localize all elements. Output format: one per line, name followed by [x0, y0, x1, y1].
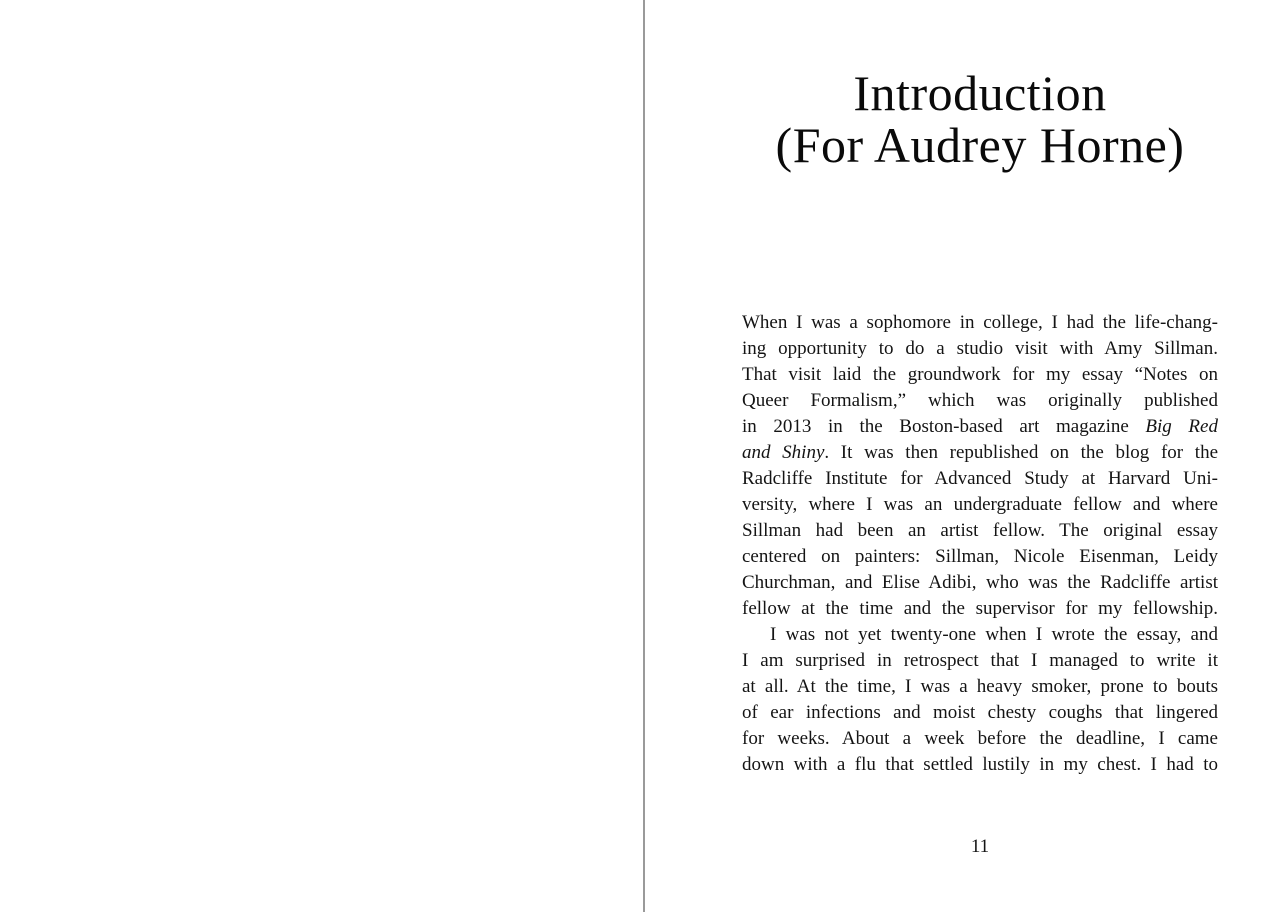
body-text-segment: Queer Formalism,” which was originally published: [742, 390, 1218, 411]
body-line: [742, 752, 1218, 778]
body-text-segment: centered on painters: Sillman, Nicole Eisenman, Leidy: [742, 546, 1218, 567]
body-text: [742, 310, 1218, 778]
body-line: [742, 622, 1218, 648]
body-text-segment: down with a flu that settled lustily in my chest. I had to: [742, 754, 1218, 775]
body-text-segment: Sillman had been an artist fellow. The original essay: [742, 520, 1218, 541]
body-line: [742, 674, 1218, 700]
body-text-segment: That visit laid the groundwork for my essay “Notes on: [742, 364, 1218, 385]
right-page: [645, 0, 1288, 912]
right-page-content: [742, 0, 1218, 912]
body-line: [742, 310, 1218, 336]
body-line: [742, 544, 1218, 570]
body-line: [742, 414, 1218, 440]
body-line: [742, 648, 1218, 674]
body-text-segment: of ear infections and moist chesty coughs that lingered: [742, 702, 1218, 723]
body-text-segment: in 2013 in the Boston-based art magazine: [742, 416, 1146, 437]
body-text-segment: . It was then republished on the blog for the: [824, 442, 1218, 463]
body-text-segment: for weeks. About a week before the deadline, I came: [742, 728, 1218, 749]
body-text-segment: When I was a sophomore in college, I had the life-chang-: [742, 312, 1218, 333]
body-line: [742, 596, 1218, 622]
chapter-title: [742, 67, 1218, 171]
body-line: [742, 440, 1218, 466]
chapter-title-line1: Introduction: [853, 65, 1107, 121]
body-line: [742, 700, 1218, 726]
body-text-segment: versity, where I was an undergraduate fellow and where: [742, 494, 1218, 515]
body-text-segment: fellow at the time and the supervisor for my fellowship.: [742, 598, 1218, 619]
chapter-title-line2: (For Audrey Horne): [775, 117, 1185, 173]
body-line: [742, 492, 1218, 518]
body-text-segment: I was not yet twenty-one when I wrote the essay, and: [770, 624, 1218, 645]
page-number: 11: [970, 836, 990, 857]
body-text-italic-segment: and Shiny: [742, 442, 825, 463]
body-line: [742, 466, 1218, 492]
body-text-italic-segment: Big Red: [1145, 416, 1218, 437]
body-line: [742, 518, 1218, 544]
body-line: [742, 362, 1218, 388]
body-text-segment: Radcliffe Institute for Advanced Study at Harvard Uni-: [742, 468, 1218, 489]
body-line: [742, 388, 1218, 414]
body-line: [742, 336, 1218, 362]
body-line: [742, 726, 1218, 752]
body-text-segment: I am surprised in retrospect that I managed to write it: [742, 650, 1218, 671]
body-text-segment: Churchman, and Elise Adibi, who was the Radcliffe artist: [742, 572, 1218, 593]
body-text-segment: at all. At the time, I was a heavy smoker, prone to bouts: [742, 676, 1218, 697]
body-line: [742, 570, 1218, 596]
left-page-blank: [0, 0, 643, 912]
body-text-segment: ing opportunity to do a studio visit with Amy Sillman.: [742, 338, 1218, 359]
